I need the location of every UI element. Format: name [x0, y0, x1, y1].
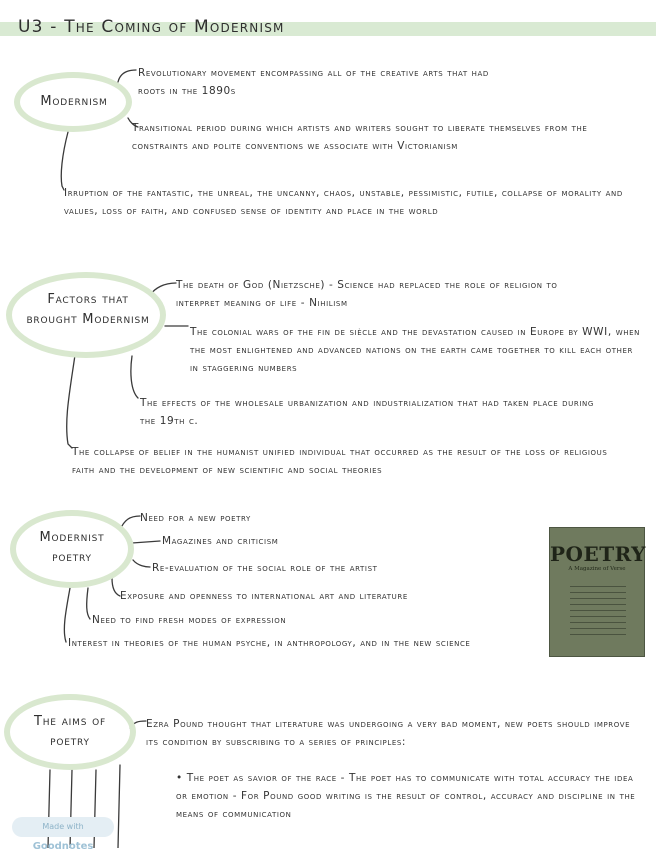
- watermark-prefix: Made with: [42, 822, 84, 831]
- heading-aims-line1: The aims of: [33, 714, 106, 729]
- factors-item-2: The colonial wars of the fin de siècle and the devastation caused in Europe by WWI, when the most enlightened and advanced nations on the earth came together to kill each other in staggering numbers: [190, 326, 640, 374]
- poetry-item-2: Magazines and criticism: [162, 535, 279, 547]
- poetry-item-4: Exposure and openness to international art and literature: [120, 590, 408, 602]
- heading-factors-line2: brought Modernism: [26, 312, 150, 327]
- modernism-item-1: Revolutionary movement encompassing all of the creative arts that had roots in the 1890s: [138, 67, 489, 97]
- factors-item-1: The death of God (Nietzsche) - Science had replaced the role of religion to interpret meaning of life - Nihilism: [176, 279, 558, 309]
- heading-factors: [18, 290, 158, 330]
- poetry-item-5: Need to find fresh modes of expression: [92, 614, 287, 626]
- poetry-item-3: Re-evaluation of the social role of the artist: [152, 562, 378, 574]
- aims-item-1: Ezra Pound thought that literature was undergoing a very bad moment, new poets should improve its condition by subscribing to a series of principles:: [146, 718, 631, 748]
- goodnotes-watermark: [12, 817, 114, 852]
- poetry-item-6: Interest in theories of the human psyche, in anthropology, and in the new science: [68, 637, 471, 649]
- heading-modernism: Modernism: [40, 94, 108, 109]
- magazine-subtitle: A Magazine of Verse: [568, 566, 626, 572]
- factors-item-3: The effects of the wholesale urbanization and industrialization that had taken place during the 19th c.: [140, 397, 594, 427]
- poetry-item-1: Need for a new poetry: [140, 512, 251, 524]
- aims-item-2: • The poet as savior of the race - The poet has to communicate with total accuracy the idea or emotion - For Pound good writing is the result of control, accuracy and discipline in the means of communication: [176, 772, 636, 820]
- page-title: U3 - The Coming of Modernism: [18, 17, 285, 37]
- heading-aims: [14, 712, 126, 752]
- watermark-brand: Goodnotes: [32, 841, 94, 852]
- modernism-item-3: Irruption of the fantastic, the unreal, the uncanny, chaos, unstable, pessimistic, futile, collapse of morality and values, loss of faith, and confused sense of identity and place in the world: [64, 187, 623, 217]
- magazine-title: POETRY: [550, 542, 646, 566]
- factors-item-4: The collapse of belief in the humanist unified individual that occurred as the result of the loss of religious faith and the development of new scientific and social theories: [72, 446, 608, 476]
- modernism-item-2: Transitional period during which artists and writers sought to liberate themselves from the constraints and polite conventions we associate with Victorianism: [132, 122, 588, 152]
- heading-aims-line2: poetry: [50, 734, 90, 749]
- magazine-contents-lines: [570, 586, 626, 638]
- heading-factors-line1: Factors that: [47, 292, 129, 307]
- heading-modernist-poetry-line2: poetry: [52, 550, 92, 565]
- heading-modernist-poetry: [20, 528, 124, 568]
- poetry-magazine-cover-image: [549, 527, 645, 657]
- heading-modernist-poetry-line1: Modernist: [39, 530, 105, 545]
